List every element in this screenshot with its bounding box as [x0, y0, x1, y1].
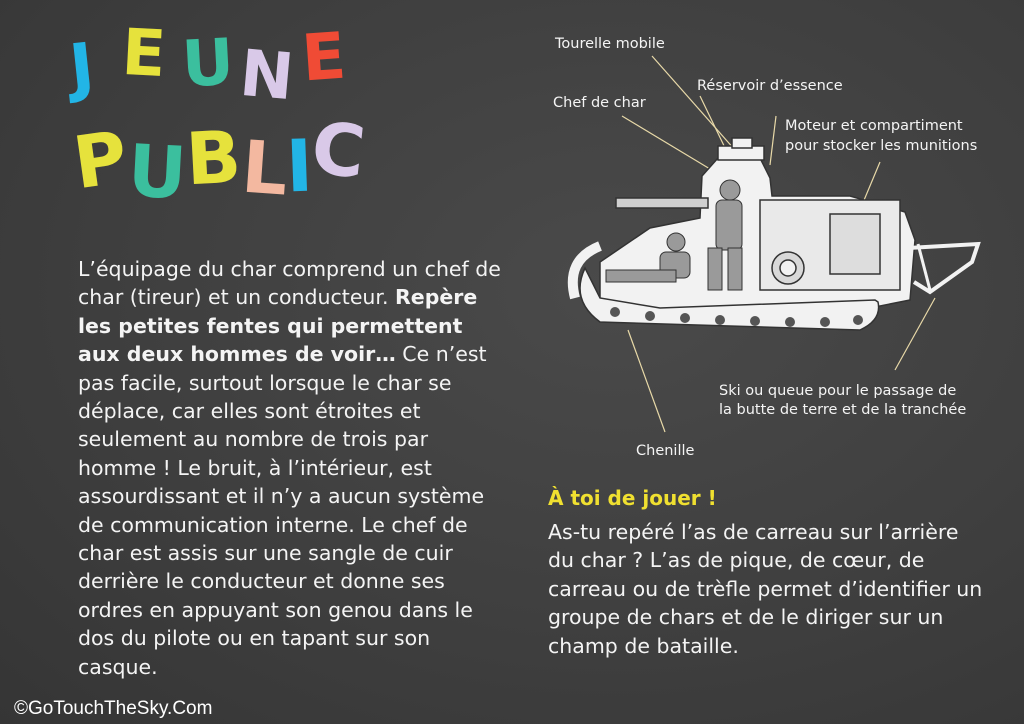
title-letter: B — [183, 114, 244, 202]
title-letter: P — [68, 114, 133, 206]
label-track: Chenille — [636, 443, 695, 459]
title-letter: E — [299, 19, 349, 97]
label-engine-line2: pour stocker les munitions — [785, 138, 978, 154]
main-text-rest: Ce n’est pas facile, surtout lorsque le char se déplace, car elles sont étroites et seulement au nombre de trois par homme ! Le bruit, à l’intérieur, est assourdissant et il n’y a aucun système de communication interne. Le chef de char est assis sur une sangle de cuir derrière le conducteur et donne ses ordres en appuyant son genou dans le dos du pilote ou en tapant sur son casque. — [78, 342, 487, 679]
label-tail-line2: la butte de terre et de la tranchée — [719, 402, 967, 418]
title-letter: C — [307, 105, 370, 195]
label-commander: Chef de char — [553, 95, 646, 111]
copyright-watermark: ©GoTouchTheSky.Com — [14, 698, 213, 719]
main-text-bold: Repère les petites fentes qui permettent aux deux hommes de voir… — [78, 285, 478, 367]
label-tail-line1: Ski ou queue pour le passage de — [719, 383, 957, 399]
label-fuel-tank: Réservoir d’essence — [697, 78, 843, 94]
label-engine-line1: Moteur et compartiment — [785, 118, 963, 134]
activity-text: As-tu repéré l’as de carreau sur l’arrière du char ? L’as de pique, de cœur, de carreau ou de trèfle permet d’identifier un groupe de chars et de le diriger sur un champ de bataille. — [548, 520, 983, 658]
title-letter: E — [120, 15, 168, 93]
label-turret: Tourelle mobile — [555, 36, 665, 52]
title-letter: L — [239, 124, 291, 212]
tank-hull — [600, 138, 978, 312]
main-text-intro: L’équipage du char comprend un chef de char (tireur) et un conducteur. — [78, 257, 501, 310]
title-letter: I — [284, 123, 315, 209]
activity-title: À toi de jouer ! — [548, 486, 717, 510]
title-letter: U — [180, 25, 236, 103]
title-letter: J — [66, 29, 98, 107]
title-letter: N — [236, 36, 297, 116]
title-letter: U — [125, 128, 189, 216]
